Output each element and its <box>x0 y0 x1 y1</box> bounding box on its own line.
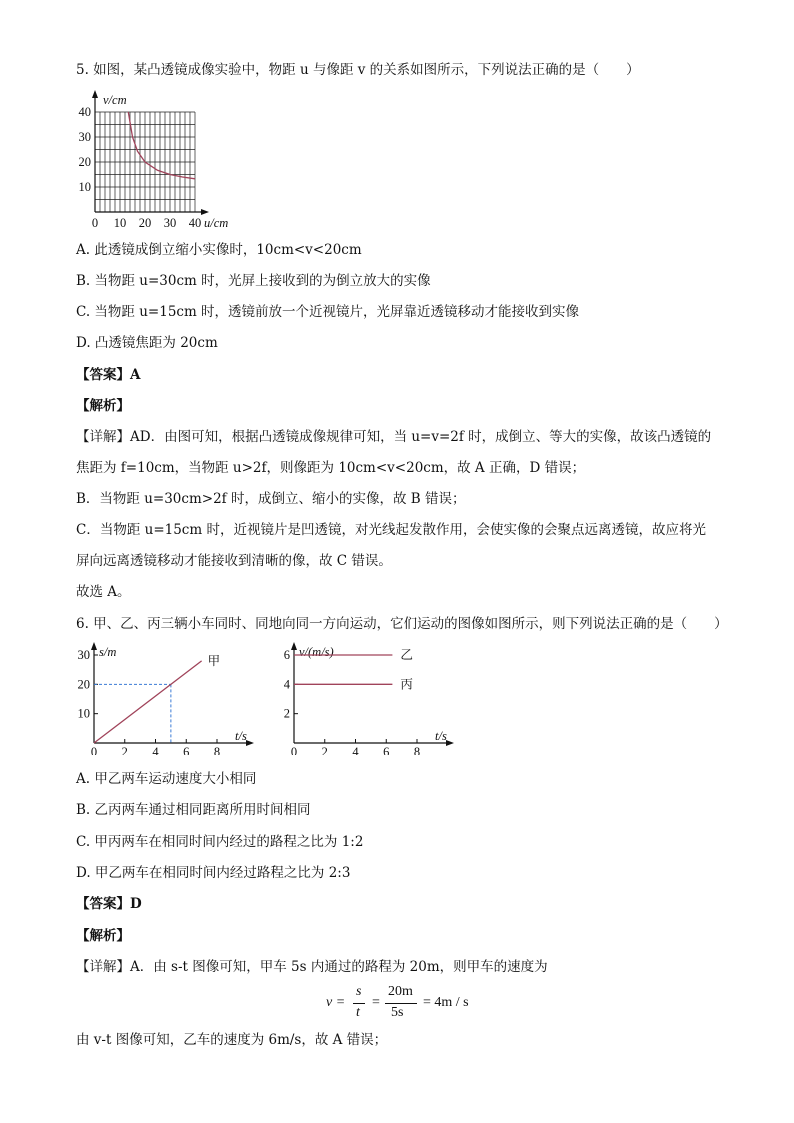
q5-x-tick-label: 40 <box>188 216 202 230</box>
q5-uv-chart <box>70 90 250 230</box>
q6-vt-y-label: v/(m/s) <box>299 645 334 659</box>
q6-vt-x-tick-label: 6 <box>383 745 390 755</box>
q5-x-label: u/cm <box>204 216 229 230</box>
q5-stem: 5. 如图，某凸透镜成像实验中，物距 u 与像距 v 的关系如图所示，下列说法正确的是（ ） <box>76 62 640 78</box>
q6-vt-y-tick-label: 6 <box>283 648 290 662</box>
q6-analysis-line: 【详解】A．由 s-t 图像可知，甲车 5s 内通过的路程为 20m，则甲车的速度为 <box>76 959 548 975</box>
q6-st-chart <box>70 640 260 755</box>
q5-option-d: D. 凸透镜焦距为 20cm <box>76 335 218 351</box>
q6-option-a: A. 甲乙两车运动速度大小相同 <box>76 771 257 787</box>
q6-st-x-tick-label: 8 <box>213 745 221 755</box>
q5-option-c: C. 当物距 u=15cm 时，透镜前放一个近视镜片，光屏靠近透镜移动才能接收到实像 <box>76 304 580 320</box>
formula-rhs: = 4m / s <box>423 995 469 1010</box>
formula-num2: 20m <box>388 984 413 999</box>
q5-analysis-line: 【详解】AD．由图可知，根据凸透镜成像规律可知，当 u=v=2f 时，成倒立、等大的实像，故该凸透镜的 <box>76 429 712 445</box>
q6-st-y-tick-label: 10 <box>77 706 90 721</box>
q5-x-tick-label: 10 <box>113 216 127 230</box>
q5-x-arrow <box>201 209 209 215</box>
q5-analysis-line: B．当物距 u=30cm>2f 时，成倒立、缩小的实像，故 B 错误； <box>76 491 466 507</box>
q5-y-tick-label: 10 <box>78 180 91 194</box>
q6-st-series-jia <box>94 661 202 743</box>
q5-option-a: A. 此透镜成倒立缩小实像时，10cm<v<20cm <box>76 242 362 258</box>
q5-analysis-line: 屏向远离透镜移动才能接收到清晰的像，故 C 错误。 <box>76 553 392 569</box>
q6-vt-series-label-yi: 乙 <box>400 648 413 662</box>
q5-y-tick-label: 20 <box>78 155 91 169</box>
formula-lhs: v = <box>326 995 346 1010</box>
q5-analysis-line: C．当物距 u=15cm 时，近视镜片是凹透镜，对光线起发散作用，会使实像的会聚点远离透镜，故应将光 <box>76 522 706 538</box>
q6-vt-x-tick-label: 4 <box>352 745 359 755</box>
q6-vt-x-label: t/s <box>435 729 447 743</box>
q5-x-tick-label: 30 <box>163 216 177 230</box>
q6-option-b: B. 乙丙两车通过相同距离所用时间相同 <box>76 802 311 818</box>
q6-vt-chart <box>270 640 460 755</box>
q5-analysis-line: 焦距为 f=10cm，当物距 u>2f，则像距为 10cm<v<20cm，故 A 正确，D 错误； <box>76 460 586 476</box>
q6-option-c: C. 甲丙两车在相同时间内经过的路程之比为 1:2 <box>76 834 364 850</box>
q5-analysis-line: 故选 A。 <box>76 584 131 600</box>
q6-answer: 【答案】D <box>76 896 142 912</box>
q5-analysis-title: 【解析】 <box>76 398 130 414</box>
q5-option-b: B. 当物距 u=30cm 时，光屏上接收到的为倒立放大的实像 <box>76 273 431 289</box>
q6-st-y-label: s/m <box>99 645 117 659</box>
q6-analysis-line: 由 v-t 图像可知，乙车的速度为 6m/s，故 A 错误； <box>76 1032 388 1048</box>
q6-vt-x-tick-label: 8 <box>413 745 421 755</box>
formula-eq: = <box>372 995 380 1010</box>
q5-y-label: v/cm <box>103 93 127 107</box>
q6-vt-x-tick-label: 2 <box>321 745 328 755</box>
q6-st-y-tick-label: 20 <box>77 677 90 692</box>
q6-vt-y-tick-label: 4 <box>283 677 290 692</box>
q6-vt-series-label-bing: 丙 <box>400 677 413 692</box>
q5-x-tick-label: 20 <box>138 216 152 230</box>
q6-stem: 6. 甲、乙、丙三辆小车同时、同地向同一方向运动，它们运动的图像如图所示，则下列说法正确的是（ ） <box>76 616 728 632</box>
q5-y-arrow <box>92 90 98 98</box>
q5-y-tick-label: 30 <box>78 130 91 144</box>
formula-den2: 5s <box>391 1005 404 1020</box>
q5-x-tick-label: 0 <box>91 216 99 230</box>
q6-formula <box>326 984 496 1024</box>
formula-den1: t <box>356 1005 360 1020</box>
q6-st-x-label: t/s <box>235 729 247 743</box>
formula-num1: s <box>356 984 362 999</box>
q6-st-series-label: 甲 <box>207 653 221 668</box>
q6-analysis-title: 【解析】 <box>76 928 130 944</box>
q6-vt-x-tick-label: 0 <box>290 745 298 755</box>
q6-st-x-tick-label: 4 <box>152 745 159 755</box>
q6-st-x-tick-label: 2 <box>121 745 128 755</box>
q6-st-y-tick-label: 30 <box>77 648 90 662</box>
q6-option-d: D. 甲乙两车在相同时间内经过路程之比为 2:3 <box>76 865 351 881</box>
formula-bar2 <box>385 1003 417 1004</box>
q5-answer: 【答案】A <box>76 367 141 383</box>
q6-st-x-tick-label: 6 <box>183 745 190 755</box>
q5-y-tick-label: 40 <box>78 105 91 119</box>
q6-st-x-tick-label: 0 <box>90 745 98 755</box>
formula-bar1 <box>353 1003 365 1004</box>
q6-vt-y-tick-label: 2 <box>283 706 290 721</box>
